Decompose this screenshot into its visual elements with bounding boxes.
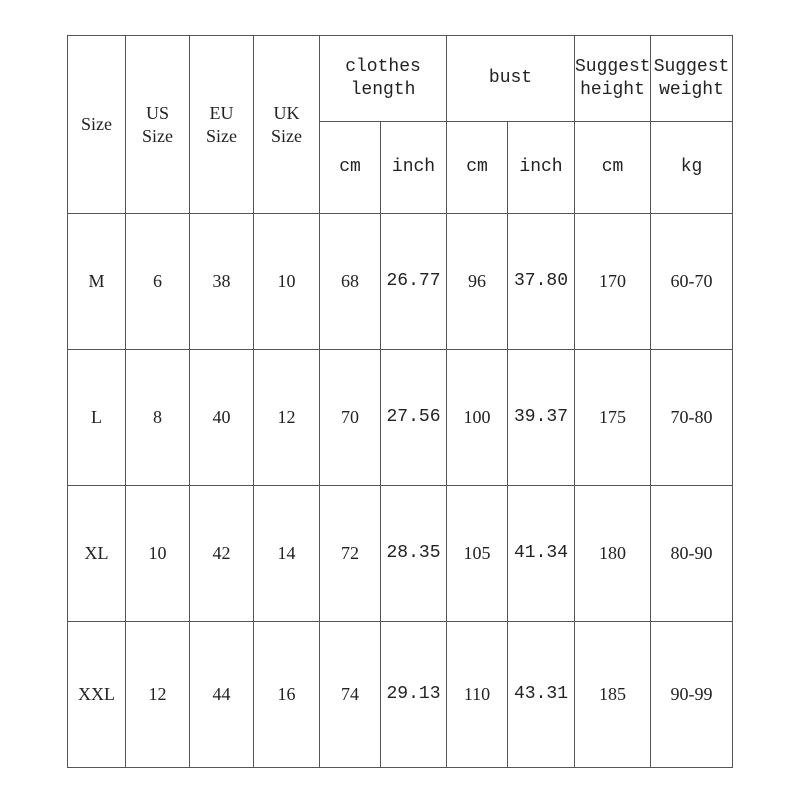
cell-eu: 42 <box>190 486 254 622</box>
header-uk-size: UK Size <box>254 36 320 214</box>
cell-bust-inch: 37.80 <box>508 214 575 350</box>
cell-eu: 38 <box>190 214 254 350</box>
unit-length-cm: cm <box>320 122 381 214</box>
unit-bust-inch: inch <box>508 122 575 214</box>
cell-uk: 12 <box>254 350 320 486</box>
cell-us: 12 <box>126 622 190 768</box>
cell-eu: 40 <box>190 350 254 486</box>
unit-length-inch: inch <box>381 122 447 214</box>
cell-size: XL <box>68 486 126 622</box>
cell-length-inch: 27.56 <box>381 350 447 486</box>
header-us-size: US Size <box>126 36 190 214</box>
cell-weight: 90-99 <box>651 622 733 768</box>
cell-length-cm: 70 <box>320 350 381 486</box>
cell-weight: 60-70 <box>651 214 733 350</box>
cell-length-inch: 26.77 <box>381 214 447 350</box>
cell-size: XXL <box>68 622 126 768</box>
cell-bust-inch: 43.31 <box>508 622 575 768</box>
cell-us: 10 <box>126 486 190 622</box>
header-eu-size: EU Size <box>190 36 254 214</box>
header-clothes-length: clothes length <box>320 36 447 122</box>
header-row <box>68 36 733 122</box>
cell-bust-cm: 96 <box>447 214 508 350</box>
cell-length-cm: 74 <box>320 622 381 768</box>
header-size: Size <box>68 36 126 214</box>
cell-uk: 16 <box>254 622 320 768</box>
cell-height: 185 <box>575 622 651 768</box>
cell-length-inch: 29.13 <box>381 622 447 768</box>
cell-bust-cm: 110 <box>447 622 508 768</box>
cell-size: L <box>68 350 126 486</box>
cell-height: 175 <box>575 350 651 486</box>
cell-bust-cm: 100 <box>447 350 508 486</box>
cell-weight: 80-90 <box>651 486 733 622</box>
table-row <box>68 350 733 486</box>
cell-length-inch: 28.35 <box>381 486 447 622</box>
table-row <box>68 622 733 768</box>
cell-us: 6 <box>126 214 190 350</box>
cell-height: 170 <box>575 214 651 350</box>
cell-weight: 70-80 <box>651 350 733 486</box>
table-row <box>68 486 733 622</box>
cell-length-cm: 68 <box>320 214 381 350</box>
size-chart-table <box>67 35 733 768</box>
cell-bust-inch: 41.34 <box>508 486 575 622</box>
table-row <box>68 214 733 350</box>
header-bust: bust <box>447 36 575 122</box>
unit-bust-cm: cm <box>447 122 508 214</box>
cell-eu: 44 <box>190 622 254 768</box>
unit-weight-kg: kg <box>651 122 733 214</box>
cell-height: 180 <box>575 486 651 622</box>
unit-height-cm: cm <box>575 122 651 214</box>
cell-size: M <box>68 214 126 350</box>
header-suggest-height: Suggest height <box>575 36 651 122</box>
cell-uk: 14 <box>254 486 320 622</box>
header-suggest-weight: Suggest weight <box>651 36 733 122</box>
cell-uk: 10 <box>254 214 320 350</box>
cell-bust-inch: 39.37 <box>508 350 575 486</box>
cell-bust-cm: 105 <box>447 486 508 622</box>
cell-us: 8 <box>126 350 190 486</box>
cell-length-cm: 72 <box>320 486 381 622</box>
